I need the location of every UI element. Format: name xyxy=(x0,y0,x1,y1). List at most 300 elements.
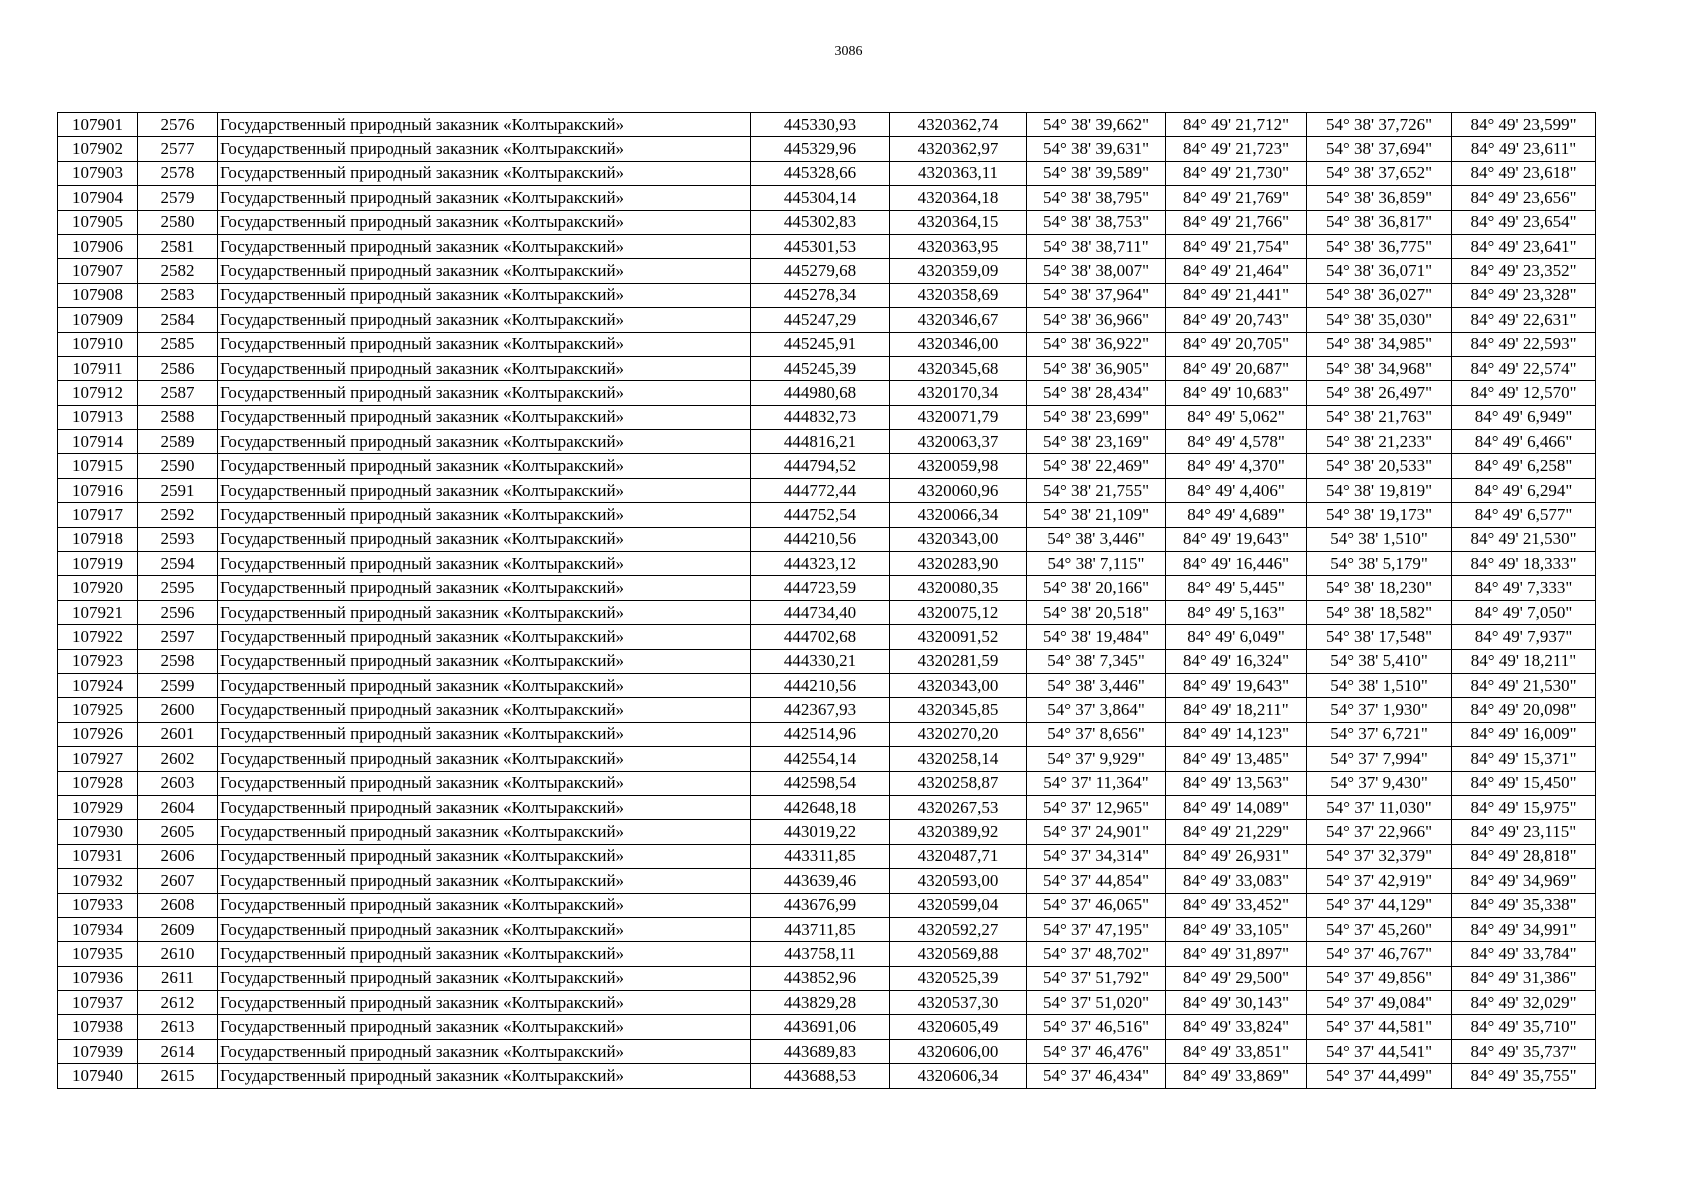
table-row xyxy=(58,722,1596,746)
x-coordinate-cell: 444752,54 xyxy=(751,503,890,527)
longitude-alt-cell: 84° 49' 6,294" xyxy=(1452,478,1596,502)
point-number-cell: 2590 xyxy=(138,454,218,478)
y-coordinate-cell: 4320060,96 xyxy=(890,478,1027,502)
latitude-cell: 54° 38' 37,964" xyxy=(1027,283,1166,307)
latitude-alt-cell: 54° 37' 22,966" xyxy=(1307,820,1452,844)
latitude-cell: 54° 37' 47,195" xyxy=(1027,917,1166,941)
x-coordinate-cell: 443019,22 xyxy=(751,820,890,844)
name-cell: Государственный природный заказник «Колтыракский» xyxy=(218,673,751,697)
latitude-cell: 54° 37' 46,516" xyxy=(1027,1015,1166,1039)
y-coordinate-cell: 4320281,59 xyxy=(890,649,1027,673)
point-number-cell: 2612 xyxy=(138,991,218,1015)
table-row xyxy=(58,991,1596,1015)
name-cell: Государственный природный заказник «Колтыракский» xyxy=(218,552,751,576)
longitude-cell: 84° 49' 21,712" xyxy=(1166,113,1307,137)
latitude-alt-cell: 54° 38' 36,817" xyxy=(1307,210,1452,234)
latitude-cell: 54° 37' 3,864" xyxy=(1027,698,1166,722)
latitude-cell: 54° 37' 12,965" xyxy=(1027,795,1166,819)
x-coordinate-cell: 445330,93 xyxy=(751,113,890,137)
name-cell: Государственный природный заказник «Колтыракский» xyxy=(218,747,751,771)
x-coordinate-cell: 445278,34 xyxy=(751,283,890,307)
x-coordinate-cell: 444794,52 xyxy=(751,454,890,478)
y-coordinate-cell: 4320258,14 xyxy=(890,747,1027,771)
longitude-cell: 84° 49' 21,464" xyxy=(1166,259,1307,283)
table-row xyxy=(58,283,1596,307)
longitude-alt-cell: 84° 49' 15,975" xyxy=(1452,795,1596,819)
longitude-alt-cell: 84° 49' 35,338" xyxy=(1452,893,1596,917)
row-id-cell: 107906 xyxy=(58,234,138,258)
point-number-cell: 2609 xyxy=(138,917,218,941)
latitude-cell: 54° 38' 22,469" xyxy=(1027,454,1166,478)
row-id-cell: 107910 xyxy=(58,332,138,356)
name-cell: Государственный природный заказник «Колтыракский» xyxy=(218,234,751,258)
x-coordinate-cell: 445301,53 xyxy=(751,234,890,258)
latitude-alt-cell: 54° 38' 19,819" xyxy=(1307,478,1452,502)
longitude-alt-cell: 84° 49' 18,211" xyxy=(1452,649,1596,673)
y-coordinate-cell: 4320075,12 xyxy=(890,600,1027,624)
longitude-alt-cell: 84° 49' 12,570" xyxy=(1452,381,1596,405)
latitude-alt-cell: 54° 37' 46,767" xyxy=(1307,942,1452,966)
table-row xyxy=(58,478,1596,502)
table-row xyxy=(58,673,1596,697)
table-row xyxy=(58,210,1596,234)
coordinates-table xyxy=(57,112,1596,1089)
table-row xyxy=(58,308,1596,332)
latitude-alt-cell: 54° 38' 36,775" xyxy=(1307,234,1452,258)
latitude-cell: 54° 37' 51,792" xyxy=(1027,966,1166,990)
point-number-cell: 2580 xyxy=(138,210,218,234)
y-coordinate-cell: 4320593,00 xyxy=(890,869,1027,893)
row-id-cell: 107907 xyxy=(58,259,138,283)
longitude-alt-cell: 84° 49' 7,050" xyxy=(1452,600,1596,624)
point-number-cell: 2615 xyxy=(138,1064,218,1088)
name-cell: Государственный природный заказник «Колтыракский» xyxy=(218,722,751,746)
y-coordinate-cell: 4320170,34 xyxy=(890,381,1027,405)
latitude-cell: 54° 38' 36,966" xyxy=(1027,308,1166,332)
name-cell: Государственный природный заказник «Колтыракский» xyxy=(218,1039,751,1063)
longitude-alt-cell: 84° 49' 22,593" xyxy=(1452,332,1596,356)
y-coordinate-cell: 4320364,15 xyxy=(890,210,1027,234)
table-row xyxy=(58,795,1596,819)
name-cell: Государственный природный заказник «Колтыракский» xyxy=(218,454,751,478)
x-coordinate-cell: 444980,68 xyxy=(751,381,890,405)
longitude-cell: 84° 49' 21,441" xyxy=(1166,283,1307,307)
point-number-cell: 2584 xyxy=(138,308,218,332)
x-coordinate-cell: 445304,14 xyxy=(751,186,890,210)
point-number-cell: 2606 xyxy=(138,844,218,868)
longitude-cell: 84° 49' 10,683" xyxy=(1166,381,1307,405)
row-id-cell: 107916 xyxy=(58,478,138,502)
table-body xyxy=(58,113,1596,1089)
name-cell: Государственный природный заказник «Колтыракский» xyxy=(218,625,751,649)
latitude-alt-cell: 54° 38' 36,859" xyxy=(1307,186,1452,210)
latitude-alt-cell: 54° 37' 44,499" xyxy=(1307,1064,1452,1088)
point-number-cell: 2602 xyxy=(138,747,218,771)
latitude-cell: 54° 38' 38,711" xyxy=(1027,234,1166,258)
latitude-cell: 54° 38' 3,446" xyxy=(1027,527,1166,551)
name-cell: Государственный природный заказник «Колтыракский» xyxy=(218,283,751,307)
latitude-cell: 54° 37' 24,901" xyxy=(1027,820,1166,844)
name-cell: Государственный природный заказник «Колтыракский» xyxy=(218,966,751,990)
longitude-alt-cell: 84° 49' 16,009" xyxy=(1452,722,1596,746)
longitude-cell: 84° 49' 21,730" xyxy=(1166,161,1307,185)
y-coordinate-cell: 4320362,74 xyxy=(890,113,1027,137)
row-id-cell: 107929 xyxy=(58,795,138,819)
point-number-cell: 2581 xyxy=(138,234,218,258)
row-id-cell: 107923 xyxy=(58,649,138,673)
row-id-cell: 107917 xyxy=(58,503,138,527)
longitude-cell: 84° 49' 30,143" xyxy=(1166,991,1307,1015)
longitude-alt-cell: 84° 49' 6,466" xyxy=(1452,430,1596,454)
row-id-cell: 107937 xyxy=(58,991,138,1015)
name-cell: Государственный природный заказник «Колтыракский» xyxy=(218,308,751,332)
row-id-cell: 107925 xyxy=(58,698,138,722)
latitude-alt-cell: 54° 38' 37,726" xyxy=(1307,113,1452,137)
latitude-cell: 54° 38' 39,631" xyxy=(1027,137,1166,161)
latitude-cell: 54° 37' 9,929" xyxy=(1027,747,1166,771)
table-row xyxy=(58,454,1596,478)
latitude-alt-cell: 54° 37' 1,930" xyxy=(1307,698,1452,722)
table-row xyxy=(58,503,1596,527)
name-cell: Государственный природный заказник «Колтыракский» xyxy=(218,381,751,405)
latitude-alt-cell: 54° 38' 1,510" xyxy=(1307,527,1452,551)
y-coordinate-cell: 4320059,98 xyxy=(890,454,1027,478)
point-number-cell: 2588 xyxy=(138,405,218,429)
name-cell: Государственный природный заказник «Колтыракский» xyxy=(218,600,751,624)
latitude-cell: 54° 37' 44,854" xyxy=(1027,869,1166,893)
latitude-cell: 54° 38' 28,434" xyxy=(1027,381,1166,405)
row-id-cell: 107919 xyxy=(58,552,138,576)
longitude-alt-cell: 84° 49' 22,574" xyxy=(1452,356,1596,380)
y-coordinate-cell: 4320606,00 xyxy=(890,1039,1027,1063)
longitude-cell: 84° 49' 5,445" xyxy=(1166,576,1307,600)
latitude-alt-cell: 54° 37' 32,379" xyxy=(1307,844,1452,868)
x-coordinate-cell: 444330,21 xyxy=(751,649,890,673)
table-row xyxy=(58,844,1596,868)
point-number-cell: 2579 xyxy=(138,186,218,210)
point-number-cell: 2599 xyxy=(138,673,218,697)
latitude-alt-cell: 54° 38' 26,497" xyxy=(1307,381,1452,405)
row-id-cell: 107940 xyxy=(58,1064,138,1088)
x-coordinate-cell: 444832,73 xyxy=(751,405,890,429)
longitude-alt-cell: 84° 49' 23,656" xyxy=(1452,186,1596,210)
name-cell: Государственный природный заказник «Колтыракский» xyxy=(218,430,751,454)
name-cell: Государственный природный заказник «Колтыракский» xyxy=(218,332,751,356)
row-id-cell: 107933 xyxy=(58,893,138,917)
x-coordinate-cell: 444210,56 xyxy=(751,673,890,697)
point-number-cell: 2585 xyxy=(138,332,218,356)
y-coordinate-cell: 4320362,97 xyxy=(890,137,1027,161)
name-cell: Государственный природный заказник «Колтыракский» xyxy=(218,698,751,722)
point-number-cell: 2598 xyxy=(138,649,218,673)
latitude-cell: 54° 38' 21,755" xyxy=(1027,478,1166,502)
latitude-cell: 54° 38' 7,345" xyxy=(1027,649,1166,673)
table-row xyxy=(58,161,1596,185)
name-cell: Государственный природный заказник «Колтыракский» xyxy=(218,917,751,941)
x-coordinate-cell: 443639,46 xyxy=(751,869,890,893)
table-row xyxy=(58,259,1596,283)
longitude-cell: 84° 49' 5,062" xyxy=(1166,405,1307,429)
y-coordinate-cell: 4320359,09 xyxy=(890,259,1027,283)
name-cell: Государственный природный заказник «Колтыракский» xyxy=(218,576,751,600)
latitude-cell: 54° 38' 3,446" xyxy=(1027,673,1166,697)
latitude-cell: 54° 38' 36,922" xyxy=(1027,332,1166,356)
latitude-alt-cell: 54° 37' 9,430" xyxy=(1307,771,1452,795)
longitude-cell: 84° 49' 21,229" xyxy=(1166,820,1307,844)
name-cell: Государственный природный заказник «Колтыракский» xyxy=(218,113,751,137)
x-coordinate-cell: 444772,44 xyxy=(751,478,890,502)
point-number-cell: 2591 xyxy=(138,478,218,502)
table-row xyxy=(58,625,1596,649)
latitude-alt-cell: 54° 38' 18,230" xyxy=(1307,576,1452,600)
y-coordinate-cell: 4320363,95 xyxy=(890,234,1027,258)
table-row xyxy=(58,137,1596,161)
point-number-cell: 2595 xyxy=(138,576,218,600)
row-id-cell: 107921 xyxy=(58,600,138,624)
longitude-alt-cell: 84° 49' 33,784" xyxy=(1452,942,1596,966)
longitude-cell: 84° 49' 31,897" xyxy=(1166,942,1307,966)
latitude-cell: 54° 38' 7,115" xyxy=(1027,552,1166,576)
x-coordinate-cell: 444210,56 xyxy=(751,527,890,551)
longitude-cell: 84° 49' 20,687" xyxy=(1166,356,1307,380)
table-row xyxy=(58,552,1596,576)
x-coordinate-cell: 442514,96 xyxy=(751,722,890,746)
point-number-cell: 2576 xyxy=(138,113,218,137)
longitude-cell: 84° 49' 33,851" xyxy=(1166,1039,1307,1063)
name-cell: Государственный природный заказник «Колтыракский» xyxy=(218,503,751,527)
point-number-cell: 2613 xyxy=(138,1015,218,1039)
longitude-cell: 84° 49' 20,705" xyxy=(1166,332,1307,356)
longitude-cell: 84° 49' 4,370" xyxy=(1166,454,1307,478)
longitude-cell: 84° 49' 33,869" xyxy=(1166,1064,1307,1088)
point-number-cell: 2611 xyxy=(138,966,218,990)
table-row xyxy=(58,893,1596,917)
row-id-cell: 107939 xyxy=(58,1039,138,1063)
y-coordinate-cell: 4320569,88 xyxy=(890,942,1027,966)
point-number-cell: 2596 xyxy=(138,600,218,624)
row-id-cell: 107931 xyxy=(58,844,138,868)
longitude-cell: 84° 49' 33,452" xyxy=(1166,893,1307,917)
table-row xyxy=(58,649,1596,673)
latitude-alt-cell: 54° 38' 5,179" xyxy=(1307,552,1452,576)
latitude-alt-cell: 54° 38' 36,027" xyxy=(1307,283,1452,307)
table-row xyxy=(58,869,1596,893)
row-id-cell: 107938 xyxy=(58,1015,138,1039)
row-id-cell: 107904 xyxy=(58,186,138,210)
longitude-cell: 84° 49' 19,643" xyxy=(1166,673,1307,697)
latitude-cell: 54° 37' 48,702" xyxy=(1027,942,1166,966)
row-id-cell: 107918 xyxy=(58,527,138,551)
table-row xyxy=(58,1039,1596,1063)
table-row xyxy=(58,1064,1596,1088)
latitude-alt-cell: 54° 37' 44,129" xyxy=(1307,893,1452,917)
x-coordinate-cell: 445279,68 xyxy=(751,259,890,283)
latitude-alt-cell: 54° 38' 36,071" xyxy=(1307,259,1452,283)
longitude-cell: 84° 49' 16,324" xyxy=(1166,649,1307,673)
latitude-alt-cell: 54° 37' 44,581" xyxy=(1307,1015,1452,1039)
point-number-cell: 2601 xyxy=(138,722,218,746)
longitude-cell: 84° 49' 4,578" xyxy=(1166,430,1307,454)
name-cell: Государственный природный заказник «Колтыракский» xyxy=(218,844,751,868)
y-coordinate-cell: 4320345,85 xyxy=(890,698,1027,722)
point-number-cell: 2600 xyxy=(138,698,218,722)
y-coordinate-cell: 4320592,27 xyxy=(890,917,1027,941)
y-coordinate-cell: 4320364,18 xyxy=(890,186,1027,210)
table-row xyxy=(58,917,1596,941)
table-row xyxy=(58,381,1596,405)
name-cell: Государственный природный заказник «Колтыракский» xyxy=(218,527,751,551)
longitude-cell: 84° 49' 14,089" xyxy=(1166,795,1307,819)
longitude-alt-cell: 84° 49' 23,611" xyxy=(1452,137,1596,161)
name-cell: Государственный природный заказник «Колтыракский» xyxy=(218,259,751,283)
name-cell: Государственный природный заказник «Колтыракский» xyxy=(218,210,751,234)
x-coordinate-cell: 443852,96 xyxy=(751,966,890,990)
longitude-alt-cell: 84° 49' 35,710" xyxy=(1452,1015,1596,1039)
latitude-alt-cell: 54° 37' 42,919" xyxy=(1307,869,1452,893)
name-cell: Государственный природный заказник «Колтыракский» xyxy=(218,137,751,161)
row-id-cell: 107928 xyxy=(58,771,138,795)
point-number-cell: 2614 xyxy=(138,1039,218,1063)
latitude-alt-cell: 54° 38' 37,694" xyxy=(1307,137,1452,161)
latitude-alt-cell: 54° 37' 7,994" xyxy=(1307,747,1452,771)
latitude-alt-cell: 54° 38' 5,410" xyxy=(1307,649,1452,673)
longitude-alt-cell: 84° 49' 31,386" xyxy=(1452,966,1596,990)
y-coordinate-cell: 4320487,71 xyxy=(890,844,1027,868)
point-number-cell: 2597 xyxy=(138,625,218,649)
row-id-cell: 107930 xyxy=(58,820,138,844)
x-coordinate-cell: 445245,91 xyxy=(751,332,890,356)
row-id-cell: 107905 xyxy=(58,210,138,234)
y-coordinate-cell: 4320599,04 xyxy=(890,893,1027,917)
latitude-alt-cell: 54° 37' 44,541" xyxy=(1307,1039,1452,1063)
table-row xyxy=(58,747,1596,771)
x-coordinate-cell: 443311,85 xyxy=(751,844,890,868)
table-row xyxy=(58,527,1596,551)
row-id-cell: 107902 xyxy=(58,137,138,161)
y-coordinate-cell: 4320063,37 xyxy=(890,430,1027,454)
longitude-alt-cell: 84° 49' 23,641" xyxy=(1452,234,1596,258)
latitude-alt-cell: 54° 38' 34,985" xyxy=(1307,332,1452,356)
table-row xyxy=(58,430,1596,454)
longitude-alt-cell: 84° 49' 35,755" xyxy=(1452,1064,1596,1088)
x-coordinate-cell: 442554,14 xyxy=(751,747,890,771)
latitude-cell: 54° 37' 34,314" xyxy=(1027,844,1166,868)
page-number: 3086 xyxy=(834,44,863,59)
latitude-cell: 54° 38' 20,518" xyxy=(1027,600,1166,624)
name-cell: Государственный природный заказник «Колтыракский» xyxy=(218,186,751,210)
x-coordinate-cell: 444734,40 xyxy=(751,600,890,624)
point-number-cell: 2610 xyxy=(138,942,218,966)
longitude-cell: 84° 49' 6,049" xyxy=(1166,625,1307,649)
y-coordinate-cell: 4320267,53 xyxy=(890,795,1027,819)
longitude-cell: 84° 49' 33,105" xyxy=(1166,917,1307,941)
x-coordinate-cell: 443758,11 xyxy=(751,942,890,966)
x-coordinate-cell: 445245,39 xyxy=(751,356,890,380)
longitude-cell: 84° 49' 5,163" xyxy=(1166,600,1307,624)
row-id-cell: 107911 xyxy=(58,356,138,380)
y-coordinate-cell: 4320537,30 xyxy=(890,991,1027,1015)
longitude-cell: 84° 49' 14,123" xyxy=(1166,722,1307,746)
longitude-alt-cell: 84° 49' 23,599" xyxy=(1452,113,1596,137)
latitude-cell: 54° 38' 19,484" xyxy=(1027,625,1166,649)
latitude-cell: 54° 37' 11,364" xyxy=(1027,771,1166,795)
name-cell: Государственный природный заказник «Колтыракский» xyxy=(218,1015,751,1039)
latitude-alt-cell: 54° 38' 1,510" xyxy=(1307,673,1452,697)
latitude-cell: 54° 37' 51,020" xyxy=(1027,991,1166,1015)
point-number-cell: 2592 xyxy=(138,503,218,527)
longitude-cell: 84° 49' 16,446" xyxy=(1166,552,1307,576)
name-cell: Государственный природный заказник «Колтыракский» xyxy=(218,991,751,1015)
longitude-alt-cell: 84° 49' 23,618" xyxy=(1452,161,1596,185)
name-cell: Государственный природный заказник «Колтыракский» xyxy=(218,771,751,795)
table-row xyxy=(58,576,1596,600)
table-row xyxy=(58,1015,1596,1039)
latitude-cell: 54° 38' 39,662" xyxy=(1027,113,1166,137)
x-coordinate-cell: 442367,93 xyxy=(751,698,890,722)
row-id-cell: 107920 xyxy=(58,576,138,600)
y-coordinate-cell: 4320080,35 xyxy=(890,576,1027,600)
y-coordinate-cell: 4320346,67 xyxy=(890,308,1027,332)
latitude-cell: 54° 38' 21,109" xyxy=(1027,503,1166,527)
latitude-alt-cell: 54° 37' 6,721" xyxy=(1307,722,1452,746)
longitude-cell: 84° 49' 18,211" xyxy=(1166,698,1307,722)
latitude-cell: 54° 38' 39,589" xyxy=(1027,161,1166,185)
x-coordinate-cell: 445247,29 xyxy=(751,308,890,332)
row-id-cell: 107915 xyxy=(58,454,138,478)
latitude-alt-cell: 54° 38' 17,548" xyxy=(1307,625,1452,649)
y-coordinate-cell: 4320343,00 xyxy=(890,527,1027,551)
row-id-cell: 107936 xyxy=(58,966,138,990)
x-coordinate-cell: 444323,12 xyxy=(751,552,890,576)
x-coordinate-cell: 443688,53 xyxy=(751,1064,890,1088)
row-id-cell: 107901 xyxy=(58,113,138,137)
x-coordinate-cell: 443676,99 xyxy=(751,893,890,917)
latitude-cell: 54° 38' 38,007" xyxy=(1027,259,1166,283)
table-row xyxy=(58,405,1596,429)
longitude-cell: 84° 49' 21,769" xyxy=(1166,186,1307,210)
row-id-cell: 107922 xyxy=(58,625,138,649)
longitude-alt-cell: 84° 49' 23,352" xyxy=(1452,259,1596,283)
x-coordinate-cell: 443691,06 xyxy=(751,1015,890,1039)
row-id-cell: 107909 xyxy=(58,308,138,332)
longitude-cell: 84° 49' 29,500" xyxy=(1166,966,1307,990)
point-number-cell: 2586 xyxy=(138,356,218,380)
longitude-alt-cell: 84° 49' 18,333" xyxy=(1452,552,1596,576)
longitude-alt-cell: 84° 49' 7,333" xyxy=(1452,576,1596,600)
y-coordinate-cell: 4320071,79 xyxy=(890,405,1027,429)
point-number-cell: 2583 xyxy=(138,283,218,307)
longitude-alt-cell: 84° 49' 20,098" xyxy=(1452,698,1596,722)
y-coordinate-cell: 4320343,00 xyxy=(890,673,1027,697)
point-number-cell: 2593 xyxy=(138,527,218,551)
name-cell: Государственный природный заказник «Колтыракский» xyxy=(218,1064,751,1088)
y-coordinate-cell: 4320358,69 xyxy=(890,283,1027,307)
longitude-alt-cell: 84° 49' 28,818" xyxy=(1452,844,1596,868)
latitude-alt-cell: 54° 37' 49,084" xyxy=(1307,991,1452,1015)
longitude-alt-cell: 84° 49' 35,737" xyxy=(1452,1039,1596,1063)
row-id-cell: 107934 xyxy=(58,917,138,941)
point-number-cell: 2605 xyxy=(138,820,218,844)
longitude-alt-cell: 84° 49' 34,991" xyxy=(1452,917,1596,941)
longitude-alt-cell: 84° 49' 15,371" xyxy=(1452,747,1596,771)
point-number-cell: 2578 xyxy=(138,161,218,185)
longitude-alt-cell: 84° 49' 6,949" xyxy=(1452,405,1596,429)
row-id-cell: 107912 xyxy=(58,381,138,405)
table-row xyxy=(58,698,1596,722)
y-coordinate-cell: 4320605,49 xyxy=(890,1015,1027,1039)
longitude-cell: 84° 49' 13,563" xyxy=(1166,771,1307,795)
table-row xyxy=(58,600,1596,624)
